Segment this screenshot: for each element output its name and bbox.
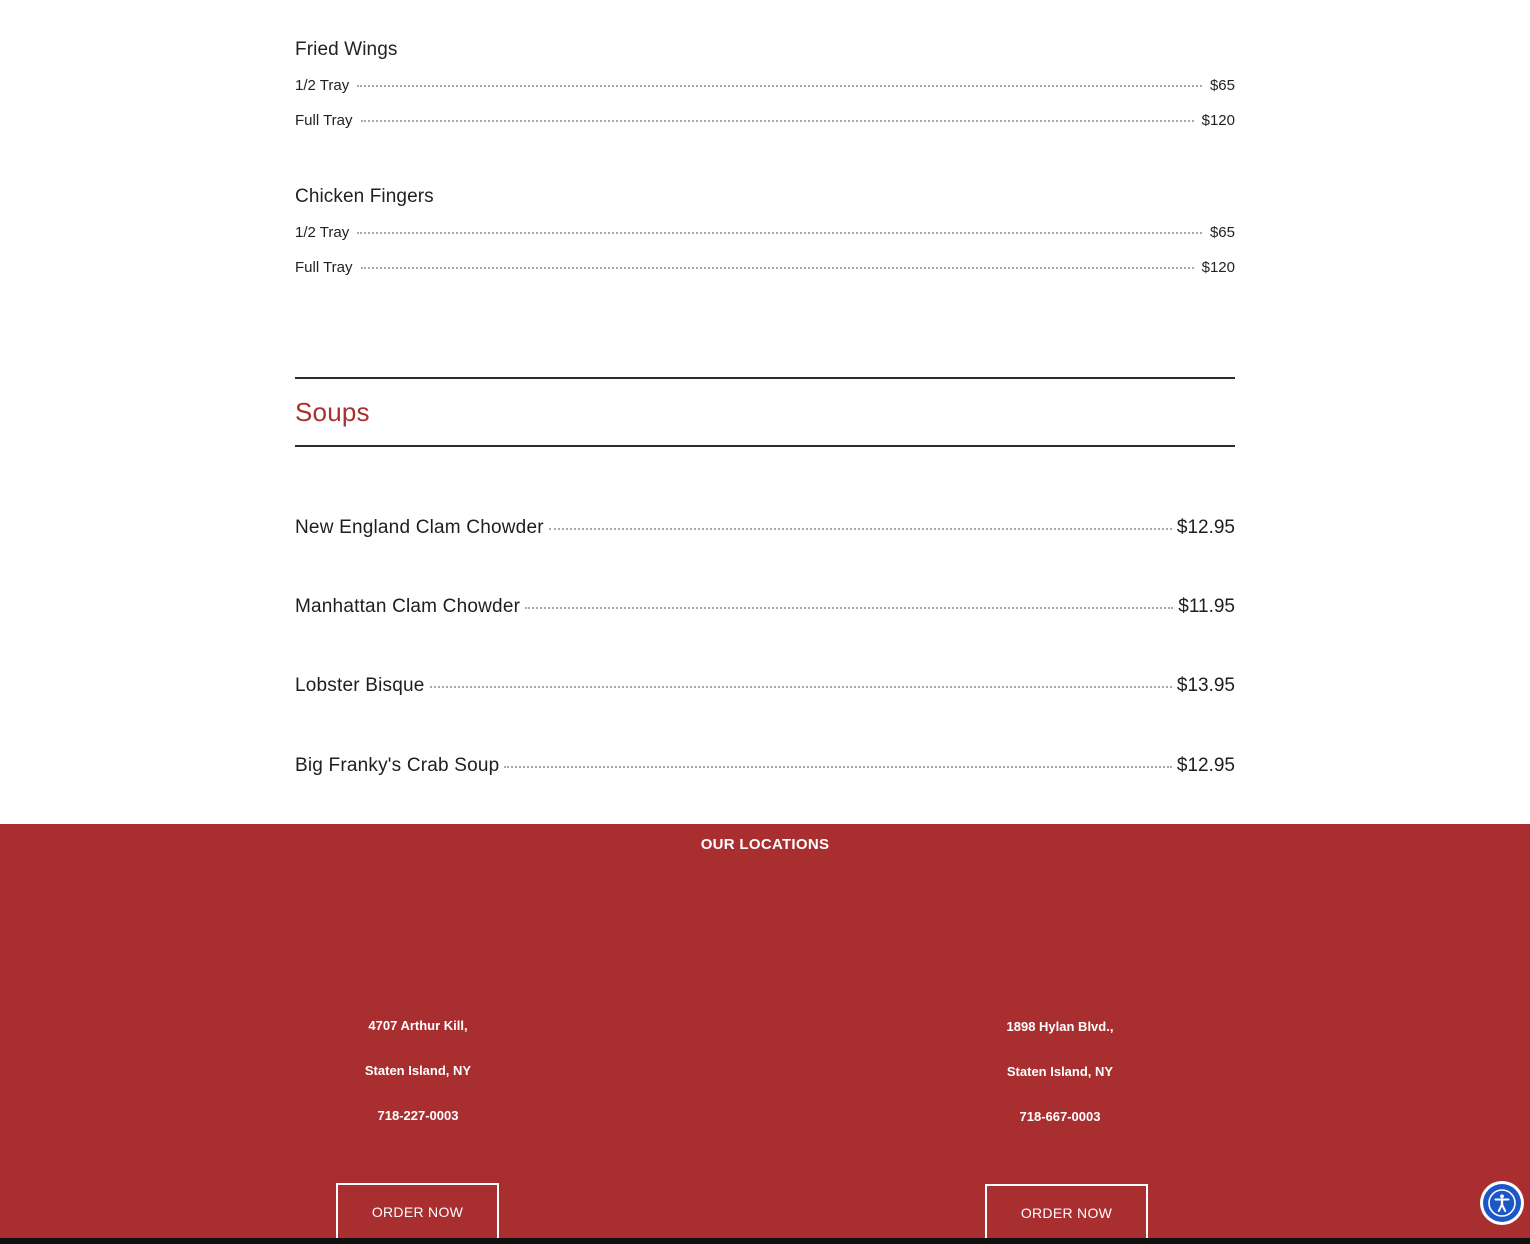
item-price: $13.95	[1176, 675, 1235, 696]
item-price: $65	[1209, 77, 1235, 94]
dot-leader	[504, 766, 1171, 768]
item-price: $120	[1201, 259, 1235, 276]
menu-row	[295, 77, 1235, 94]
menu-row	[295, 224, 1235, 241]
item-name: New England Clam Chowder	[295, 517, 544, 538]
order-now-button[interactable]: ORDER NOW	[985, 1184, 1148, 1240]
item-price: $65	[1209, 224, 1235, 241]
section-divider-bottom	[295, 445, 1235, 447]
soup-row	[295, 517, 1235, 539]
item-name: Lobster Bisque	[295, 675, 425, 696]
soup-row	[295, 675, 1235, 697]
bottom-bar	[0, 1238, 1530, 1244]
item-price: $120	[1201, 112, 1235, 129]
section-title-soups: Soups	[295, 397, 370, 427]
item-price: $12.95	[1176, 755, 1235, 776]
item-name: Big Franky's Crab Soup	[295, 755, 500, 776]
accessibility-button[interactable]	[1480, 1181, 1524, 1225]
location-city: Staten Island, NY	[364, 1063, 472, 1078]
order-now-button[interactable]: ORDER NOW	[336, 1183, 499, 1239]
location-address: 1898 Hylan Blvd.,	[1006, 1019, 1114, 1034]
item-name: 1/2 Tray	[295, 224, 350, 241]
item-name: Full Tray	[295, 112, 353, 129]
group-title-chicken-fingers: Chicken Fingers	[295, 186, 434, 207]
dot-leader	[361, 267, 1194, 269]
location-city: Staten Island, NY	[1006, 1064, 1114, 1079]
menu-row	[295, 112, 1235, 129]
location-phone[interactable]: 718-227-0003	[377, 1108, 459, 1123]
dot-leader	[361, 120, 1194, 122]
dot-leader	[549, 528, 1172, 530]
dot-leader	[430, 686, 1172, 688]
item-price: $12.95	[1176, 517, 1235, 538]
locations-section	[0, 824, 1530, 1238]
dot-leader	[357, 232, 1202, 234]
location-address: 4707 Arthur Kill,	[368, 1018, 468, 1033]
dot-leader	[525, 607, 1173, 609]
accessibility-icon	[1483, 1184, 1521, 1222]
locations-title: OUR LOCATIONS	[700, 836, 830, 853]
item-name: Full Tray	[295, 259, 353, 276]
soup-row	[295, 596, 1235, 618]
item-name: Manhattan Clam Chowder	[295, 596, 521, 617]
section-divider-top	[295, 377, 1235, 379]
item-price: $11.95	[1178, 596, 1235, 617]
menu-row	[295, 259, 1235, 276]
item-name: 1/2 Tray	[295, 77, 350, 94]
soup-row	[295, 755, 1235, 777]
location-phone[interactable]: 718-667-0003	[1019, 1109, 1101, 1124]
dot-leader	[357, 85, 1202, 87]
group-title-fried-wings: Fried Wings	[295, 39, 398, 60]
